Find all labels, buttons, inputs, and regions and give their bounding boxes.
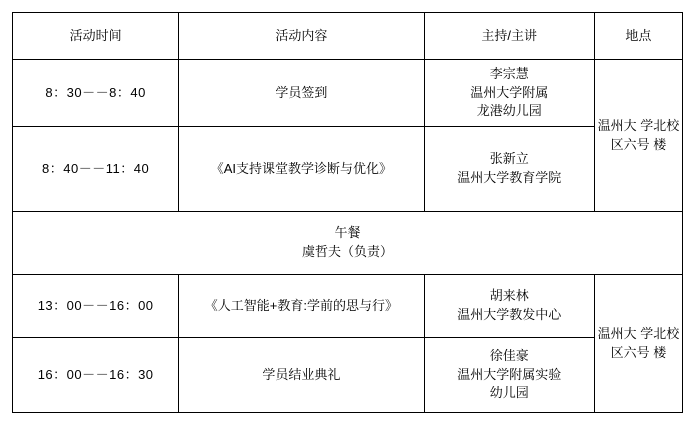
cell-time: 16：00－－16：30 (13, 338, 179, 413)
host-line: 温州大学教发中心 (457, 307, 562, 322)
cell-content: 学员结业典礼 (179, 338, 424, 413)
host-line: 徐佳豪 (489, 347, 529, 363)
place-line: 楼 (653, 344, 667, 360)
table-row (13, 127, 683, 212)
host-line: 幼儿园 (489, 385, 529, 401)
host-line: 龙港幼儿园 (476, 103, 542, 119)
table-row (13, 338, 683, 413)
place-line: 学北校 (640, 325, 680, 341)
lunch-line: 午餐 (334, 225, 361, 241)
header-cell-content: 活动内容 (179, 13, 424, 60)
cell-content: 学员签到 (179, 60, 424, 127)
table-row (13, 60, 683, 127)
cell-time: 13：00－－16：00 (13, 275, 179, 338)
cell-place (594, 275, 682, 413)
place-line: 楼 (653, 136, 667, 152)
table-row-lunch (13, 212, 683, 275)
host-line: 张新立 (489, 151, 529, 167)
cell-host (424, 127, 594, 212)
place-line: 区六号 (610, 136, 650, 152)
host-line: 温州大学附属实验 (457, 366, 562, 382)
cell-host (424, 275, 594, 338)
cell-lunch (13, 212, 683, 275)
cell-host (424, 60, 594, 127)
table-header-row (13, 13, 683, 60)
place-line: 学北校 (640, 117, 680, 133)
header-cell-place: 地点 (594, 13, 682, 60)
table-row (13, 275, 683, 338)
cell-content: 《人工智能+教育:学前的思与行》 (179, 275, 424, 338)
cell-time: 8：30－－8：40 (13, 60, 179, 127)
header-cell-time: 活动时间 (13, 13, 179, 60)
host-line: 李宗慧 (489, 65, 529, 81)
lunch-line: 虞哲夫（负责） (301, 244, 393, 259)
place-line: 温州大 (597, 117, 637, 133)
host-line: 温州大学附属 (470, 84, 549, 100)
header-cell-host: 主持/主讲 (424, 13, 594, 60)
place-line: 区六号 (610, 344, 650, 360)
cell-place (594, 60, 682, 212)
cell-time: 8：40－－11：40 (13, 127, 179, 212)
activity-schedule-table (12, 12, 683, 413)
cell-content: 《AI支持课堂教学诊断与优化》 (179, 127, 424, 212)
host-line: 温州大学教育学院 (457, 170, 562, 185)
cell-host (424, 338, 594, 413)
host-line: 胡来林 (489, 288, 529, 304)
place-line: 温州大 (597, 325, 637, 341)
